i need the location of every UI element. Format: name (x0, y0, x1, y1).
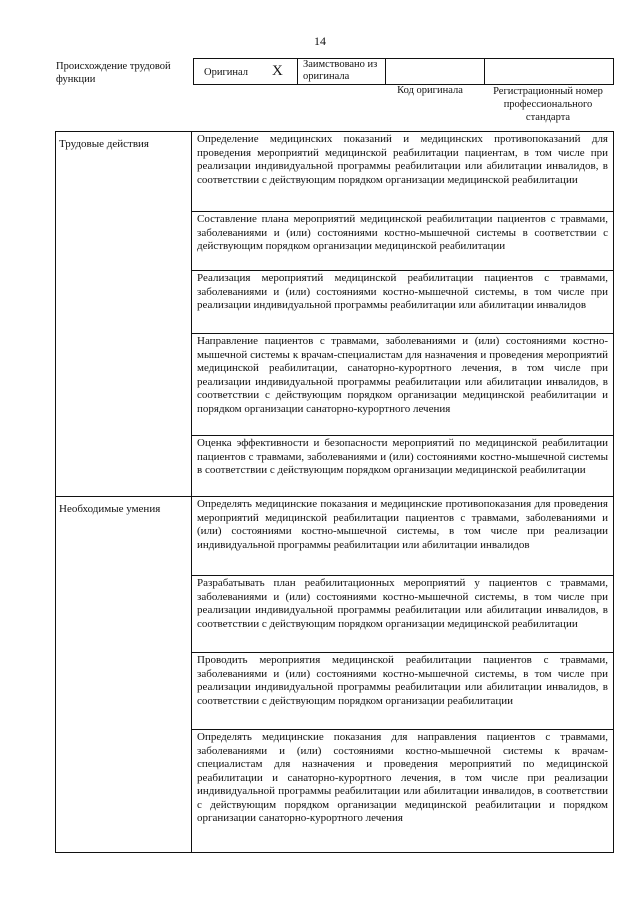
table-row (56, 497, 614, 576)
original-cell (194, 59, 298, 85)
table-cell: Определение медицинских показаний и медицинских противопоказаний для проведения мероприятий медицинской реабилитации пациентам, в том числе при реализации индивидуальной программы реабилитации или абилитации инвалидов, в соответствии с действующим порядком организации медицинской реабилитации (192, 132, 614, 212)
borrowed-cell: Заимствовано из оригинала (298, 59, 386, 85)
table-cell: Составление плана мероприятий медицинской реабилитации пациентов с травмами, заболеваниями и (или) состояниями костно-мышечной системы в соответствии с действующим порядком организации медицинской реабилитации (192, 212, 614, 271)
table-row (56, 132, 614, 212)
original-label: Оригинал (204, 67, 248, 78)
section-heading-required-skills: Необходимые умения (56, 497, 192, 853)
table-cell: Проводить мероприятия медицинской реабилитации пациентов с травмами, заболеваниями и (или) состояниями костно-мышечной системы, в том числе при реализации индивидуальной программы реабилитации или абилитации инвалидов, в соответствии с действующим порядком организации реабилитации (192, 653, 614, 730)
registration-number-caption: Регистрационный номер профессионального стандарта (493, 86, 603, 123)
original-code-cell (386, 59, 485, 85)
table-cell: Определять медицинские показания для направления пациентов с травмами, заболеваниями и (или) состояниями костно-мышечной системы к врачам-специалистам для назначения и проведения мероприятий по медицинской реабилитации и санаторно-курортного лечения, в том числе при реализации индивидуальной программы реабилитации или абилитации инвалидов, в соответствии с действующим порядком организации медицинской реабилитации и порядком организации санаторно-курортного лечения (192, 730, 614, 853)
section-heading-labor-actions: Трудовые действия (56, 132, 192, 497)
table-cell: Определять медицинские показания и медицинские противопоказания для проведения мероприятий медицинской реабилитации пациентов с травмами, заболеваниями и (или) состояниями костно-мышечной системы, в том числе при реализации индивидуальной программы реабилитации или абилитации инвалидов (192, 497, 614, 576)
table-cell: Оценка эффективности и безопасности мероприятий по медицинской реабилитации пациентов с травмами, заболеваниями и (или) состояниями костно-мышечной системы в соответствии с действующим порядком организации медицинской реабилитации (192, 436, 614, 497)
origin-label: Происхождение трудовой функции (56, 61, 171, 85)
table-cell: Реализация мероприятий медицинской реабилитации пациентов с травмами, заболеваниями и (или) состояниями костно-мышечной системы, в том числе при реализации индивидуальной программы реабилитации или абилитации инвалидов (192, 271, 614, 334)
original-code-caption: Код оригинала (397, 85, 463, 96)
table-cell: Разрабатывать план реабилитационных мероприятий у пациентов с травмами, заболеваниями и (или) состояниями костно-мышечной системы, в том числе при реализации индивидуальной программы реабилитации или абилитации инвалидов, в соответствии с действующим порядком организации медицинской реабилитации (192, 576, 614, 653)
origin-table (193, 58, 614, 85)
table-cell: Направление пациентов с травмами, заболеваниями и (или) состояниями костно-мышечной системы к врачам-специалистам для назначения и проведения мероприятий медицинской реабилитации, санаторно-курортного лечения, в том числе при реализации индивидуальной программы реабилитации или абилитации инвалидов, в соответствии с действующим порядком организации медицинской реабилитации и порядком организации санаторно-курортного лечения (192, 334, 614, 436)
registration-number-cell (485, 59, 614, 85)
original-mark: X (272, 63, 283, 79)
page-number: 14 (314, 34, 326, 48)
function-table (55, 131, 614, 853)
